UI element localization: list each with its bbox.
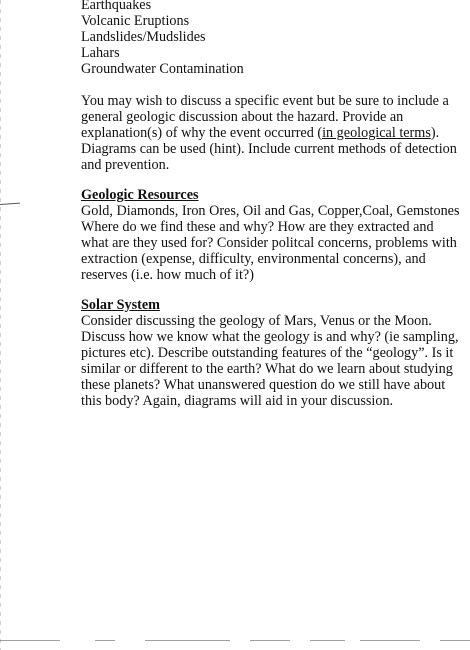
hazard-list-item: Groundwater Contamination (81, 61, 244, 77)
hazard-list-item: Lahars (81, 45, 120, 61)
section-line: these planets? What unanswered question do we still have about (81, 377, 446, 393)
section-line: Gold, Diamonds, Iron Ores, Oil and Gas, Copper,Coal, Gemstones (81, 203, 460, 219)
section-line: pictures etc). Describe outstanding features of the “geology”. Is it (81, 345, 454, 361)
paragraph-gap (81, 77, 467, 93)
hazard-list-item: Earthquakes (81, 0, 152, 13)
section-line: extraction (expense, difficulty, environmental concerns), and (81, 251, 426, 267)
section-line: Where do we find these and why? How are they extracted and (81, 219, 434, 235)
section-line: similar or different to the earth? What do we learn about studying (81, 361, 453, 377)
hazard-list-item: Landslides/Mudslides (81, 29, 206, 45)
section-heading: Geologic Resources (81, 187, 199, 203)
instruction-line: You may wish to discuss a specific event but be sure to include a (81, 93, 449, 109)
hazard-list-item: Volcanic Eruptions (81, 13, 190, 29)
instruction-line (81, 125, 467, 141)
section-line: Consider discussing the geology of Mars, Venus or the Moon. (81, 313, 432, 329)
instruction-text: explanation(s) of why the event occurred ( (81, 125, 323, 141)
section-line: what are they used for? Consider politcal concerns, problems with (81, 235, 457, 251)
hazard-list (81, 0, 467, 77)
instruction-line: and prevention. (81, 157, 170, 173)
scan-bottom-artifact (0, 640, 470, 641)
solar-system-section (81, 297, 467, 409)
paragraph-gap (81, 173, 467, 187)
instruction-line: general geologic discussion about the hazard. Provide an (81, 109, 404, 125)
section-line: this body? Again, diagrams will aid in your discussion. (81, 393, 394, 409)
instruction-text: ). (430, 125, 440, 141)
underlined-phrase: in geological terms (322, 125, 431, 141)
hazard-instructions (81, 93, 467, 173)
scan-edge-artifact (0, 0, 1, 650)
section-heading: Solar System (81, 297, 160, 313)
instruction-line: Diagrams can be used (hint). Include current methods of detection (81, 141, 457, 157)
scan-margin-mark (0, 203, 20, 205)
paragraph-gap (81, 283, 467, 297)
section-line: Discuss how we know what the geology is and why? (ie sampling, (81, 329, 459, 345)
document-body (81, 0, 467, 409)
section-line: reserves (i.e. how much of it?) (81, 267, 254, 283)
geologic-resources-section (81, 187, 467, 283)
